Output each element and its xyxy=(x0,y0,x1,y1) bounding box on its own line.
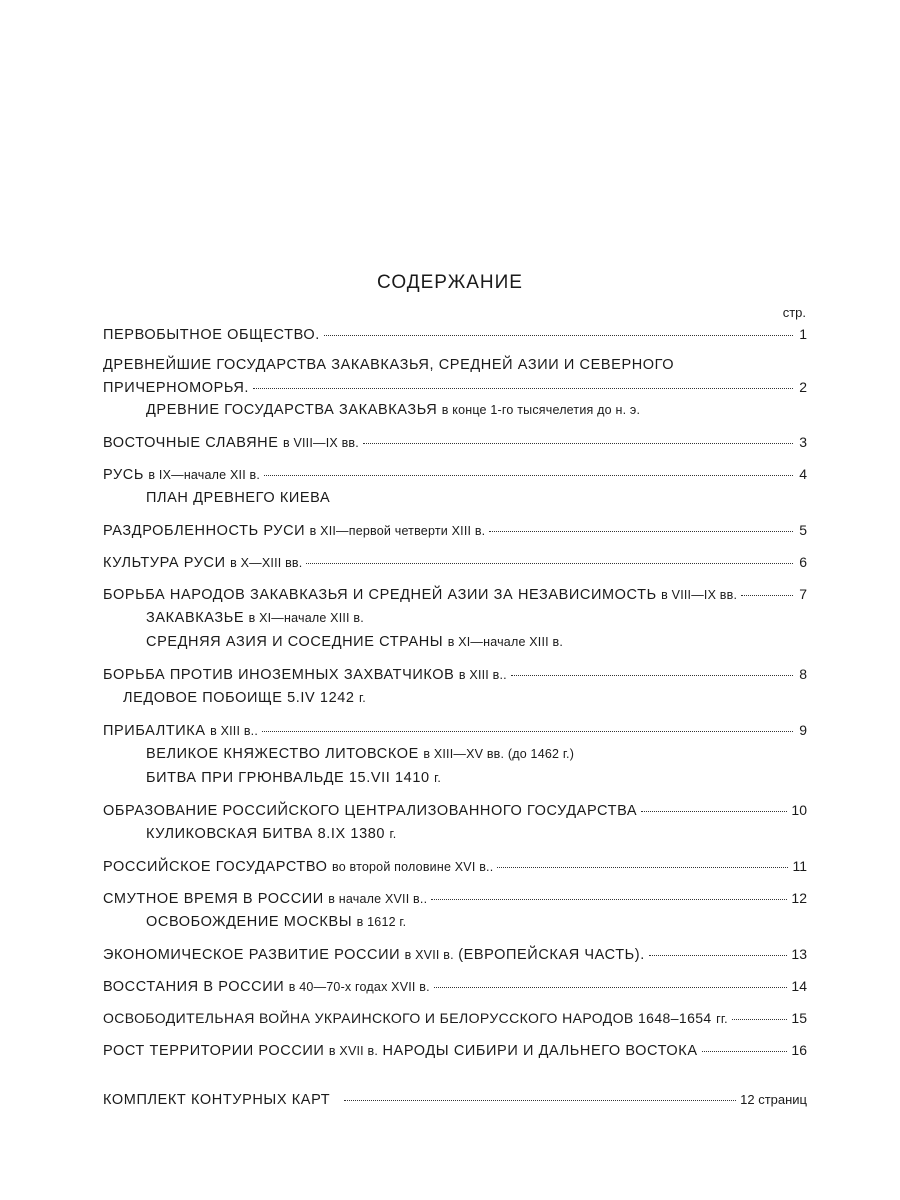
toc-subentry: ПЛАН ДРЕВНЕГО КИЕВА xyxy=(146,490,331,506)
toc-entry: ВОССТАНИЯ В РОССИИ в 40—70-х годах XVII в. 14 xyxy=(103,978,807,995)
toc-entry: РАЗДРОБЛЕННОСТЬ РУСИ в XII—первой четверти XIII в. 5 xyxy=(103,522,807,539)
leader-dots xyxy=(649,945,788,956)
toc-subentry: СРЕДНЯЯ АЗИЯ И СОСЕДНИЕ СТРАНЫ в XI—начале XIII в. xyxy=(146,634,564,650)
leader-dots xyxy=(344,1090,736,1101)
leader-dots xyxy=(434,977,788,988)
leader-dots xyxy=(262,721,793,732)
leader-dots xyxy=(489,521,793,532)
page-column-header: стр. xyxy=(782,305,806,320)
toc-entry: РУСЬ в IX—начале XII в. 4 xyxy=(103,466,807,483)
table-of-contents xyxy=(103,322,807,1112)
toc-entry: БОРЬБА НАРОДОВ ЗАКАВКАЗЬЯ И СРЕДНЕЙ АЗИИ ЗА НЕЗАВИСИМОСТЬ в VIII—IX вв. 7 xyxy=(103,586,807,603)
leader-dots xyxy=(431,889,787,900)
toc-subentry: ЗАКАВКАЗЬЕ в XI—начале XIII в. xyxy=(146,610,364,626)
toc-entry-contour-maps: КОМПЛЕКТ КОНТУРНЫХ КАРТ 12 страниц xyxy=(103,1092,807,1108)
toc-entry: КУЛЬТУРА РУСИ в X—XIII вв. 6 xyxy=(103,554,807,571)
leader-dots xyxy=(324,325,793,336)
toc-entry: ВОСТОЧНЫЕ СЛАВЯНЕ в VIII—IX вв. 3 xyxy=(103,434,807,451)
leader-dots xyxy=(641,801,787,812)
toc-entry: РОСТ ТЕРРИТОРИИ РОССИИ в XVII в. НАРОДЫ СИБИРИ И ДАЛЬНЕГО ВОСТОКА 16 xyxy=(103,1042,807,1059)
toc-entry: ЭКОНОМИЧЕСКОЕ РАЗВИТИЕ РОССИИ в XVII в. (ЕВРОПЕЙСКАЯ ЧАСТЬ). 13 xyxy=(103,946,807,963)
toc-entry: СМУТНОЕ ВРЕМЯ В РОССИИ в начале XVII в.. 12 xyxy=(103,890,807,907)
toc-entry: БОРЬБА ПРОТИВ ИНОЗЕМНЫХ ЗАХВАТЧИКОВ в XIII в.. 8 xyxy=(103,666,807,683)
leader-dots xyxy=(741,585,793,596)
toc-entry: РОССИЙСКОЕ ГОСУДАРСТВО во второй половине XVI в.. 11 xyxy=(103,858,807,875)
toc-subentry: БИТВА ПРИ ГРЮНВАЛЬДЕ 15.VII 1410 г. xyxy=(146,770,442,786)
leader-dots xyxy=(497,857,788,868)
page-title: СОДЕРЖАНИЕ xyxy=(377,272,523,293)
leader-dots xyxy=(702,1041,788,1052)
leader-dots xyxy=(253,378,793,389)
toc-entry: ПРИБАЛТИКА в XIII в.. 9 xyxy=(103,722,807,739)
toc-entry: ОСВОБОДИТЕЛЬНАЯ ВОЙНА УКРАИНСКОГО И БЕЛОРУССКОГО НАРОДОВ 1648–1654 гг. 15 xyxy=(103,1010,807,1026)
toc-subentry: ЛЕДОВОЕ ПОБОИЩЕ 5.IV 1242 г. xyxy=(123,690,366,706)
leader-dots xyxy=(732,1009,788,1020)
toc-entry-continuation: ПРИЧЕРНОМОРЬЯ. 2 xyxy=(103,379,807,396)
toc-entry: ПЕРВОБЫТНОЕ ОБЩЕСТВО. 1 xyxy=(103,326,807,343)
toc-subentry: ВЕЛИКОЕ КНЯЖЕСТВО ЛИТОВСКОЕ в XIII—XV вв. (до 1462 г.) xyxy=(146,746,575,762)
toc-subentry: ОСВОБОЖДЕНИЕ МОСКВЫ в 1612 г. xyxy=(146,914,407,930)
toc-entry: ОБРАЗОВАНИЕ РОССИЙСКОГО ЦЕНТРАЛИЗОВАННОГО ГОСУДАРСТВА 10 xyxy=(103,802,807,819)
leader-dots xyxy=(511,665,793,676)
toc-subentry: ДРЕВНИЕ ГОСУДАРСТВА ЗАКАВКАЗЬЯ в конце 1-го тысячелетия до н. э. xyxy=(146,402,641,418)
leader-dots xyxy=(264,465,793,476)
toc-subentry: КУЛИКОВСКАЯ БИТВА 8.IX 1380 г. xyxy=(146,826,397,842)
leader-dots xyxy=(363,433,793,444)
leader-dots xyxy=(306,553,793,564)
toc-entry: ДРЕВНЕЙШИЕ ГОСУДАРСТВА ЗАКАВКАЗЬЯ, СРЕДНЕЙ АЗИИ И СЕВЕРНОГО xyxy=(103,357,675,373)
